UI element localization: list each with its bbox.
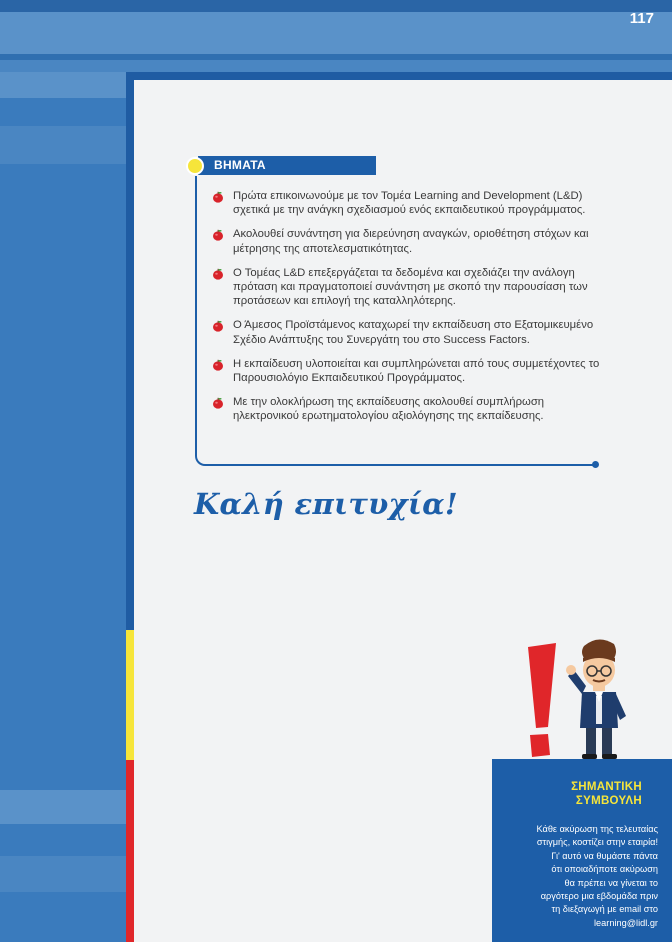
tip-text [488, 823, 658, 930]
step-text: Η εκπαίδευση υλοποιείται και συμπληρώνεται από τους συμμετέχοντες το Παρουσιολόγιο Εκπαιδευτικού Προγράμματος. [233, 357, 600, 385]
page-number: 117 [629, 10, 654, 27]
list-item [212, 357, 602, 385]
list-item [212, 318, 602, 346]
red-apple-icon [212, 268, 224, 280]
list-item [212, 189, 602, 217]
tip-line: στιγμής, κοστίζει στην εταιρία! [536, 837, 658, 848]
frame-end-dot [592, 461, 599, 468]
red-apple-icon [212, 191, 224, 203]
list-item [212, 227, 602, 255]
businessman-illustration [562, 636, 634, 760]
red-apple-icon [212, 229, 224, 241]
step-text: Ο Τομέας L&D επεξεργάζεται τα δεδομένα και σχεδιάζει την ανάλογη πρόταση και πραγματοποιεί συνάντηση με σκοπό την παρουσίαση των προτάσεων και επιλογή της καταλληλότερης. [233, 266, 588, 308]
steps-list [212, 189, 602, 434]
exclamation-mark-icon [522, 643, 562, 761]
red-apple-icon [212, 320, 224, 332]
tip-line: Γι' αυτό να θυμάστε πάντα [551, 850, 658, 861]
step-text: Ο Άμεσος Προϊστάμενος καταχωρεί την εκπαίδευση στο Εξατομικευμένο Σχέδιο Ανάπτυξης του Συνεργάτη του στο Success Factors. [233, 319, 594, 346]
tip-title-line-2: ΣΥΜΒΟΥΛΗ [575, 795, 642, 807]
steps-title: ΒΗΜΑΤΑ [198, 156, 376, 175]
tip-title-line-1: ΣΗΜΑΝΤΙΚΗ [571, 781, 642, 793]
steps-yellow-dot [186, 157, 204, 175]
tip-title [571, 780, 642, 808]
list-item [212, 395, 602, 423]
tip-line: Κάθε ακύρωση της τελευταίας [536, 824, 658, 834]
red-apple-icon [212, 359, 224, 371]
yellow-accent-bar [126, 630, 134, 760]
step-text: Με την ολοκλήρωση της εκπαίδευσης ακολουθεί συμπλήρωση ηλεκτρονικού ερωτηματολογίου αξιολόγησης της εκπαίδευσης. [233, 396, 545, 423]
tip-line: αργότερο μια εβδομάδα πριν [540, 891, 658, 902]
top-decorative-band [0, 0, 672, 72]
tip-line: τη διεξαγωγή με email στο [551, 904, 658, 915]
step-text: Πρώτα επικοινωνούμε με τον Τομέα Learning and Development (L&D) σχετικά με την ανάγκη σχεδιασμού ενός εκπαιδευτικού προγράμματος. [233, 190, 586, 217]
tip-line: ότι οποιαδήποτε ακύρωση [551, 864, 658, 875]
red-accent-bar [126, 760, 134, 942]
list-item [212, 266, 602, 309]
red-apple-icon [212, 397, 224, 409]
left-decorative-column [0, 72, 128, 942]
step-text: Ακολουθεί συνάντηση για διερεύνηση αναγκών, οριοθέτηση στόχων και μέτρησης της αποτελεσματικότητας. [233, 228, 589, 255]
tip-email: learning@lidl.gr [594, 917, 658, 928]
good-luck-heading: Καλή επιτυχία! [194, 487, 458, 521]
tip-line: θα πρέπει να γίνεται το [564, 877, 658, 888]
